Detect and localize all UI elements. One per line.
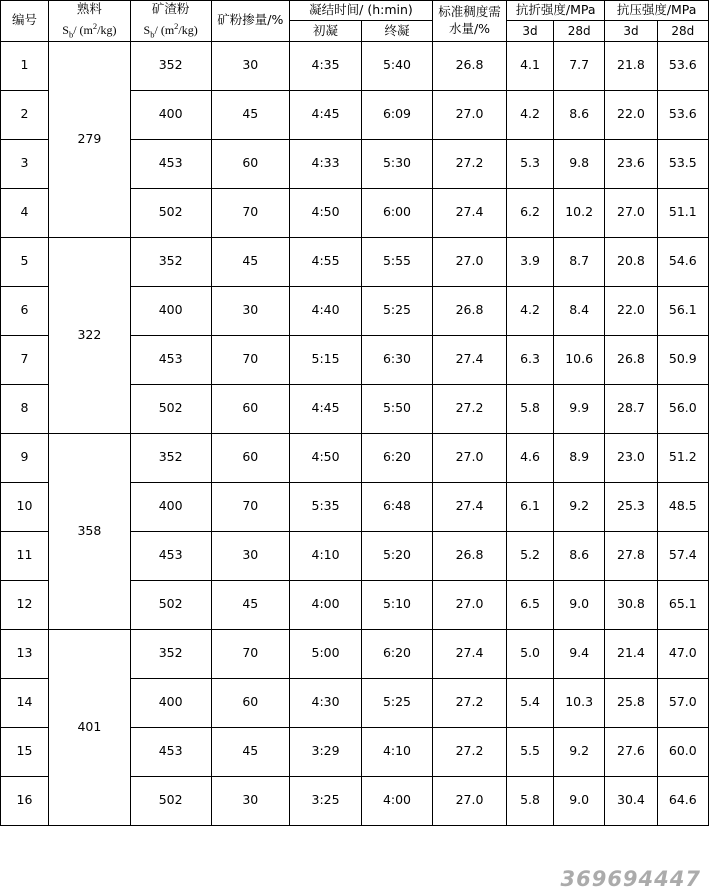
cell-flexural-28d: 9.8 xyxy=(554,139,605,188)
cell-slag-powder: 453 xyxy=(130,531,211,580)
cell-compressive-28d: 54.6 xyxy=(657,237,708,286)
header-flexural-strength: 抗折强度/MPa xyxy=(507,1,605,21)
cell-compressive-28d: 65.1 xyxy=(657,580,708,629)
cell-compressive-3d: 23.6 xyxy=(605,139,657,188)
cell-water-demand: 27.0 xyxy=(432,90,506,139)
cell-slag-dosage: 45 xyxy=(211,237,290,286)
cell-id: 14 xyxy=(1,678,49,727)
cell-compressive-28d: 57.4 xyxy=(657,531,708,580)
cell-slag-dosage: 60 xyxy=(211,139,290,188)
cell-compressive-3d: 25.8 xyxy=(605,678,657,727)
header-slag-dosage: 矿粉掺量/% xyxy=(211,1,290,42)
cell-initial-set: 5:35 xyxy=(290,482,362,531)
cell-slag-dosage: 60 xyxy=(211,433,290,482)
cell-flexural-28d: 8.7 xyxy=(554,237,605,286)
cell-compressive-3d: 22.0 xyxy=(605,90,657,139)
header-compressive-28d: 28d xyxy=(657,21,708,41)
cell-flexural-3d: 6.3 xyxy=(507,335,554,384)
cell-flexural-28d: 9.0 xyxy=(554,580,605,629)
cell-water-demand: 26.8 xyxy=(432,286,506,335)
cell-compressive-28d: 53.6 xyxy=(657,41,708,90)
cell-compressive-3d: 27.8 xyxy=(605,531,657,580)
header-setting-time: 凝结时间/ (h:min) xyxy=(290,1,433,21)
cell-final-set: 5:30 xyxy=(362,139,433,188)
cell-slag-dosage: 30 xyxy=(211,776,290,825)
cell-flexural-28d: 8.6 xyxy=(554,531,605,580)
header-slag-powder: 矿渣粉 $S_b/$ $(m^2/kg)$ xyxy=(130,1,211,42)
cell-flexural-28d: 9.2 xyxy=(554,727,605,776)
cell-flexural-28d: 10.6 xyxy=(554,335,605,384)
header-compressive-strength: 抗压强度/MPa xyxy=(605,1,709,21)
cell-final-set: 5:20 xyxy=(362,531,433,580)
cell-initial-set: 4:35 xyxy=(290,41,362,90)
cell-id: 2 xyxy=(1,90,49,139)
cell-final-set: 4:00 xyxy=(362,776,433,825)
cell-id: 11 xyxy=(1,531,49,580)
cell-final-set: 5:25 xyxy=(362,678,433,727)
cell-water-demand: 27.0 xyxy=(432,237,506,286)
cell-slag-dosage: 60 xyxy=(211,384,290,433)
header-flexural-28d: 28d xyxy=(554,21,605,41)
cell-flexural-3d: 3.9 xyxy=(507,237,554,286)
cell-initial-set: 3:25 xyxy=(290,776,362,825)
cell-id: 10 xyxy=(1,482,49,531)
cell-initial-set: 4:30 xyxy=(290,678,362,727)
cell-water-demand: 27.4 xyxy=(432,629,506,678)
cell-id: 5 xyxy=(1,237,49,286)
cell-compressive-28d: 50.9 xyxy=(657,335,708,384)
cell-slag-powder: 400 xyxy=(130,286,211,335)
watermark: 369694447 xyxy=(560,867,701,891)
table-body xyxy=(1,41,709,825)
cell-clinker: 279 xyxy=(48,41,130,237)
cell-slag-powder: 352 xyxy=(130,433,211,482)
cell-flexural-3d: 4.6 xyxy=(507,433,554,482)
cell-initial-set: 4:45 xyxy=(290,384,362,433)
cell-compressive-3d: 21.8 xyxy=(605,41,657,90)
cell-id: 1 xyxy=(1,41,49,90)
cell-slag-dosage: 45 xyxy=(211,90,290,139)
cell-flexural-28d: 9.2 xyxy=(554,482,605,531)
cell-water-demand: 27.4 xyxy=(432,482,506,531)
cell-flexural-3d: 5.4 xyxy=(507,678,554,727)
cell-water-demand: 27.0 xyxy=(432,580,506,629)
table-row xyxy=(1,41,709,90)
cell-slag-powder: 453 xyxy=(130,139,211,188)
cell-compressive-28d: 53.5 xyxy=(657,139,708,188)
cell-clinker: 322 xyxy=(48,237,130,433)
cell-initial-set: 4:40 xyxy=(290,286,362,335)
cell-flexural-3d: 5.8 xyxy=(507,776,554,825)
cell-id: 9 xyxy=(1,433,49,482)
cell-compressive-3d: 21.4 xyxy=(605,629,657,678)
cell-flexural-3d: 5.0 xyxy=(507,629,554,678)
cell-flexural-3d: 5.3 xyxy=(507,139,554,188)
cell-final-set: 6:48 xyxy=(362,482,433,531)
cell-flexural-28d: 8.4 xyxy=(554,286,605,335)
cell-flexural-28d: 10.2 xyxy=(554,188,605,237)
cell-final-set: 4:10 xyxy=(362,727,433,776)
header-row-1 xyxy=(1,1,709,21)
cell-initial-set: 4:50 xyxy=(290,188,362,237)
cell-slag-powder: 453 xyxy=(130,335,211,384)
cell-final-set: 6:20 xyxy=(362,629,433,678)
cell-slag-powder: 502 xyxy=(130,384,211,433)
cell-slag-dosage: 70 xyxy=(211,188,290,237)
cell-flexural-28d: 9.0 xyxy=(554,776,605,825)
cell-final-set: 6:20 xyxy=(362,433,433,482)
cell-water-demand: 27.0 xyxy=(432,776,506,825)
cell-water-demand: 27.2 xyxy=(432,139,506,188)
header-flexural-3d: 3d xyxy=(507,21,554,41)
table-row xyxy=(1,433,709,482)
cell-water-demand: 27.0 xyxy=(432,433,506,482)
cell-final-set: 5:55 xyxy=(362,237,433,286)
header-initial-set: 初凝 xyxy=(290,21,362,41)
header-clinker: 熟料 $S_b/$ $(m^2/kg)$ xyxy=(48,1,130,42)
cell-flexural-28d: 9.4 xyxy=(554,629,605,678)
cell-slag-dosage: 70 xyxy=(211,335,290,384)
cell-id: 8 xyxy=(1,384,49,433)
cell-flexural-3d: 6.2 xyxy=(507,188,554,237)
cell-id: 3 xyxy=(1,139,49,188)
header-final-set: 终凝 xyxy=(362,21,433,41)
cell-id: 4 xyxy=(1,188,49,237)
cell-id: 7 xyxy=(1,335,49,384)
cell-compressive-28d: 56.0 xyxy=(657,384,708,433)
cell-compressive-28d: 48.5 xyxy=(657,482,708,531)
cell-slag-dosage: 30 xyxy=(211,286,290,335)
cell-slag-dosage: 70 xyxy=(211,629,290,678)
cell-slag-powder: 352 xyxy=(130,629,211,678)
cell-water-demand: 26.8 xyxy=(432,531,506,580)
cell-flexural-3d: 4.2 xyxy=(507,286,554,335)
cell-compressive-3d: 25.3 xyxy=(605,482,657,531)
cell-initial-set: 4:45 xyxy=(290,90,362,139)
cell-compressive-3d: 27.6 xyxy=(605,727,657,776)
cell-slag-powder: 453 xyxy=(130,727,211,776)
cell-flexural-3d: 6.1 xyxy=(507,482,554,531)
cell-compressive-3d: 20.8 xyxy=(605,237,657,286)
cell-water-demand: 26.8 xyxy=(432,41,506,90)
cell-flexural-28d: 8.9 xyxy=(554,433,605,482)
header-clinker-unit: $S_b/$ $(m^2/kg)$ xyxy=(62,20,117,40)
cell-slag-powder: 502 xyxy=(130,776,211,825)
cell-initial-set: 5:15 xyxy=(290,335,362,384)
cell-initial-set: 4:55 xyxy=(290,237,362,286)
cell-flexural-3d: 4.2 xyxy=(507,90,554,139)
cell-compressive-28d: 60.0 xyxy=(657,727,708,776)
cell-initial-set: 4:33 xyxy=(290,139,362,188)
cell-compressive-28d: 51.2 xyxy=(657,433,708,482)
header-compressive-3d: 3d xyxy=(605,21,657,41)
cell-clinker: 401 xyxy=(48,629,130,825)
cell-initial-set: 4:10 xyxy=(290,531,362,580)
cell-id: 13 xyxy=(1,629,49,678)
cell-slag-powder: 400 xyxy=(130,90,211,139)
cell-final-set: 5:10 xyxy=(362,580,433,629)
cell-slag-dosage: 45 xyxy=(211,727,290,776)
cell-compressive-3d: 27.0 xyxy=(605,188,657,237)
cell-slag-powder: 352 xyxy=(130,41,211,90)
cell-flexural-3d: 6.5 xyxy=(507,580,554,629)
cell-id: 15 xyxy=(1,727,49,776)
table-row xyxy=(1,237,709,286)
cell-compressive-3d: 23.0 xyxy=(605,433,657,482)
cell-id: 6 xyxy=(1,286,49,335)
cell-compressive-28d: 53.6 xyxy=(657,90,708,139)
cell-final-set: 6:00 xyxy=(362,188,433,237)
cell-final-set: 5:25 xyxy=(362,286,433,335)
cell-compressive-3d: 30.8 xyxy=(605,580,657,629)
cell-final-set: 5:50 xyxy=(362,384,433,433)
header-id: 编号 xyxy=(1,1,49,42)
cell-flexural-3d: 5.2 xyxy=(507,531,554,580)
cell-compressive-28d: 47.0 xyxy=(657,629,708,678)
cell-compressive-28d: 57.0 xyxy=(657,678,708,727)
cell-initial-set: 5:00 xyxy=(290,629,362,678)
cell-water-demand: 27.4 xyxy=(432,335,506,384)
cell-compressive-3d: 22.0 xyxy=(605,286,657,335)
cell-compressive-28d: 51.1 xyxy=(657,188,708,237)
cell-compressive-28d: 64.6 xyxy=(657,776,708,825)
cell-slag-dosage: 30 xyxy=(211,41,290,90)
cell-final-set: 6:09 xyxy=(362,90,433,139)
cell-slag-powder: 400 xyxy=(130,678,211,727)
cell-id: 12 xyxy=(1,580,49,629)
cell-compressive-3d: 26.8 xyxy=(605,335,657,384)
cell-slag-powder: 400 xyxy=(130,482,211,531)
cell-water-demand: 27.2 xyxy=(432,384,506,433)
cell-water-demand: 27.2 xyxy=(432,678,506,727)
cell-slag-dosage: 45 xyxy=(211,580,290,629)
cell-initial-set: 3:29 xyxy=(290,727,362,776)
cell-compressive-3d: 30.4 xyxy=(605,776,657,825)
table-row xyxy=(1,629,709,678)
cell-initial-set: 4:50 xyxy=(290,433,362,482)
cell-id: 16 xyxy=(1,776,49,825)
cell-flexural-28d: 9.9 xyxy=(554,384,605,433)
cell-flexural-3d: 4.1 xyxy=(507,41,554,90)
cell-compressive-3d: 28.7 xyxy=(605,384,657,433)
cell-water-demand: 27.4 xyxy=(432,188,506,237)
cell-slag-dosage: 30 xyxy=(211,531,290,580)
cell-flexural-28d: 10.3 xyxy=(554,678,605,727)
cell-flexural-28d: 8.6 xyxy=(554,90,605,139)
cell-compressive-28d: 56.1 xyxy=(657,286,708,335)
cell-slag-dosage: 70 xyxy=(211,482,290,531)
cell-slag-powder: 502 xyxy=(130,188,211,237)
cell-final-set: 6:30 xyxy=(362,335,433,384)
cell-initial-set: 4:00 xyxy=(290,580,362,629)
cell-water-demand: 27.2 xyxy=(432,727,506,776)
cell-slag-powder: 352 xyxy=(130,237,211,286)
cell-slag-powder: 502 xyxy=(130,580,211,629)
cell-flexural-3d: 5.5 xyxy=(507,727,554,776)
cell-flexural-28d: 7.7 xyxy=(554,41,605,90)
cell-slag-dosage: 60 xyxy=(211,678,290,727)
header-slag-powder-unit: $S_b/$ $(m^2/kg)$ xyxy=(143,20,198,40)
cell-final-set: 5:40 xyxy=(362,41,433,90)
header-water-demand: 标准稠度需水量/% xyxy=(432,1,506,42)
cell-flexural-3d: 5.8 xyxy=(507,384,554,433)
cell-clinker: 358 xyxy=(48,433,130,629)
